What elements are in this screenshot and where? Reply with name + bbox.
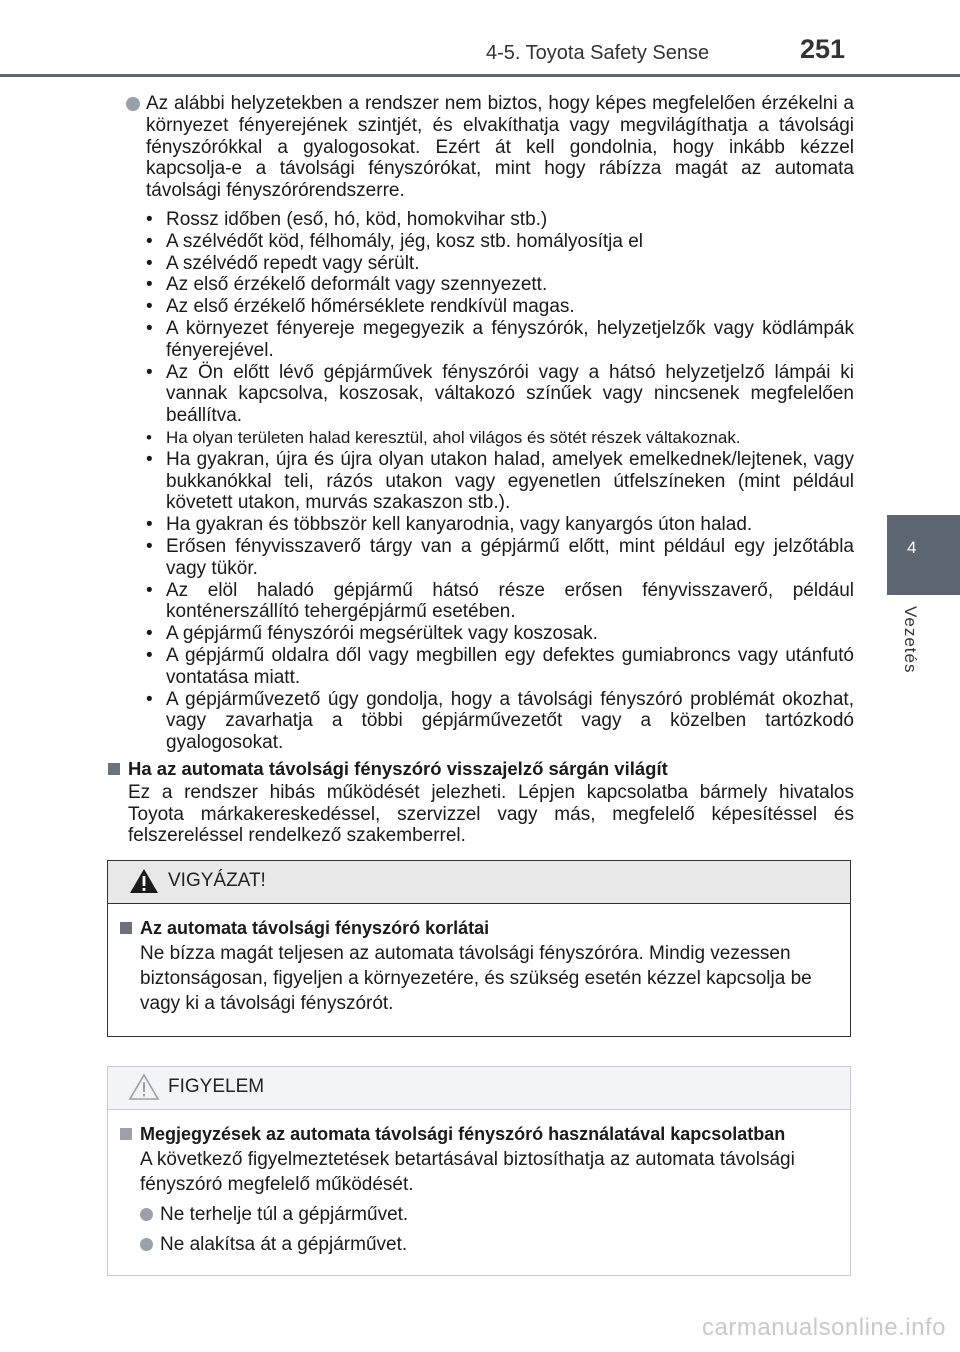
notice-box-title: FIGYELEM <box>168 1076 265 1097</box>
notice-text: A következő figyelmeztetések betartásával biztosíthatja az automata távolsági fényszóró megfelelő működését. <box>140 1149 795 1195</box>
warning-box <box>107 860 851 1037</box>
intro-paragraph: Az alábbi helyzetekben a rendszer nem biztos, hogy képes megfelelően érzékelni a környezet fényerejének szintjét, és elvakíthatja vagy megvilágíthatja a távolsági fényszórókkal a gyalogosokat. Ezért át kell gondolnia, hogy inkább kézzel kapcsolja-e a távolsági fényszórókat, mint hogy rábízza magát az automata távolsági fényszórórendszerre. <box>108 93 854 202</box>
list-item: • Ha gyakran, újra és újra olyan utakon halad, amelyek emelkednek/lejtenek, vagy bukkanókkal teli, rázós utakon vagy egyenetlen útfelszíneken (mint például követett utakon, murvás szakaszon stb.). <box>166 449 854 514</box>
list-item: • A szélvédő repedt vagy sérült. <box>166 253 854 275</box>
list-item: • A gépjármű fényszórói megsérültek vagy koszosak. <box>166 623 854 645</box>
list-item: • Ha gyakran és többször kell kanyarodnia, vagy kanyargós úton halad. <box>166 514 854 536</box>
caution-triangle-icon <box>128 1073 160 1101</box>
watermark: carmanualsonline.info <box>702 1314 946 1341</box>
list-item: • A környezet fényereje megegyezik a fényszórók, helyzetjelzők vagy ködlámpák fényerejével. <box>166 318 854 362</box>
main-content <box>108 93 854 847</box>
list-item: Ne alakítsa át a gépjárművet. <box>120 1232 838 1257</box>
bullet-dot-icon <box>140 1238 153 1251</box>
list-item: Ne terhelje túl a gépjárművet. <box>120 1202 838 1227</box>
square-bullet-icon <box>120 922 132 934</box>
list-item: • Erősen fényvisszaverő tárgy van a gépjármű előtt, mint például egy jelzőtábla vagy tükör. <box>166 536 854 580</box>
warning-box-header <box>108 861 850 904</box>
warning-triangle-icon <box>128 867 160 895</box>
list-item: • A szélvédőt köd, félhomály, jég, kosz stb. homályosítja el <box>166 231 854 253</box>
list-item: • A gépjárművezető úgy gondolja, hogy a távolsági fényszóró problémát okozhat, vagy zavarhatja a többi gépjárművezetőt vagy a közelben tartózkodó gyalogosokat. <box>166 689 854 754</box>
list-item: • Az első érzékelő deformált vagy szennyezett. <box>166 274 854 296</box>
indicator-text: Ez a rendszer hibás működését jelezheti. Lépjen kapcsolatba bármely hivatalos Toyota márkakereskedéssel, szervizzel vagy más, megfelelő képesítéssel és felszereléssel rendelkező szakemberrel. <box>128 781 854 847</box>
list-item: • Az első érzékelő hőmérséklete rendkívül magas. <box>166 296 854 318</box>
warning-text: Ne bízza magát teljesen az automata távolsági fényszóróra. Mindig vezessen biztonságosan, figyeljen a környezetére, és szükség esetén kézzel kapcsolja be vagy ki a távolsági fényszórót. <box>140 943 812 1014</box>
chapter-tab-number: 4 <box>907 538 917 557</box>
notice-box-header <box>108 1067 850 1110</box>
list-item: • A gépjármű oldalra dől vagy megbillen egy defektes gumiabroncs vagy utánfutó vontatása miatt. <box>166 645 854 689</box>
list-item: • Ha olyan területen halad keresztül, ahol világos és sötét részek váltakoznak. <box>166 427 854 449</box>
header-title: 4-5. Toyota Safety Sense <box>486 42 710 64</box>
notice-subheading: Megjegyzések az automata távolsági fényszóró használatával kapcsolatban <box>120 1122 838 1147</box>
bullet-dot-icon <box>126 97 140 111</box>
chapter-tab <box>887 515 960 595</box>
square-bullet-icon <box>108 763 120 775</box>
list-item: • Az Ön előtt lévő gépjárművek fényszórói vagy a hátsó helyzetjelző lámpái ki vannak kapcsolva, koszosak, váltakozó színűek vagy nincsenek megfelelően beállítva. <box>166 362 854 427</box>
conditions-list <box>108 209 854 754</box>
bullet-dot-icon <box>140 1208 153 1221</box>
header-rule <box>0 74 960 77</box>
list-item: • Az elöl haladó gépjármű hátsó része erősen fényvisszaverő, például konténerszállító tehergépjármű esetében. <box>166 580 854 624</box>
chapter-label: Vezetés <box>901 606 920 674</box>
indicator-heading: Ha az automata távolsági fényszóró visszajelző sárgán világít <box>108 758 854 780</box>
warning-box-title: VIGYÁZAT! <box>168 870 266 891</box>
warning-subheading: Az automata távolsági fényszóró korlátai <box>120 916 838 941</box>
list-item: • Rossz időben (eső, hó, köd, homokvihar stb.) <box>166 209 854 231</box>
notice-box <box>107 1066 851 1276</box>
square-bullet-icon <box>120 1128 132 1140</box>
page-number: 251 <box>800 34 846 64</box>
